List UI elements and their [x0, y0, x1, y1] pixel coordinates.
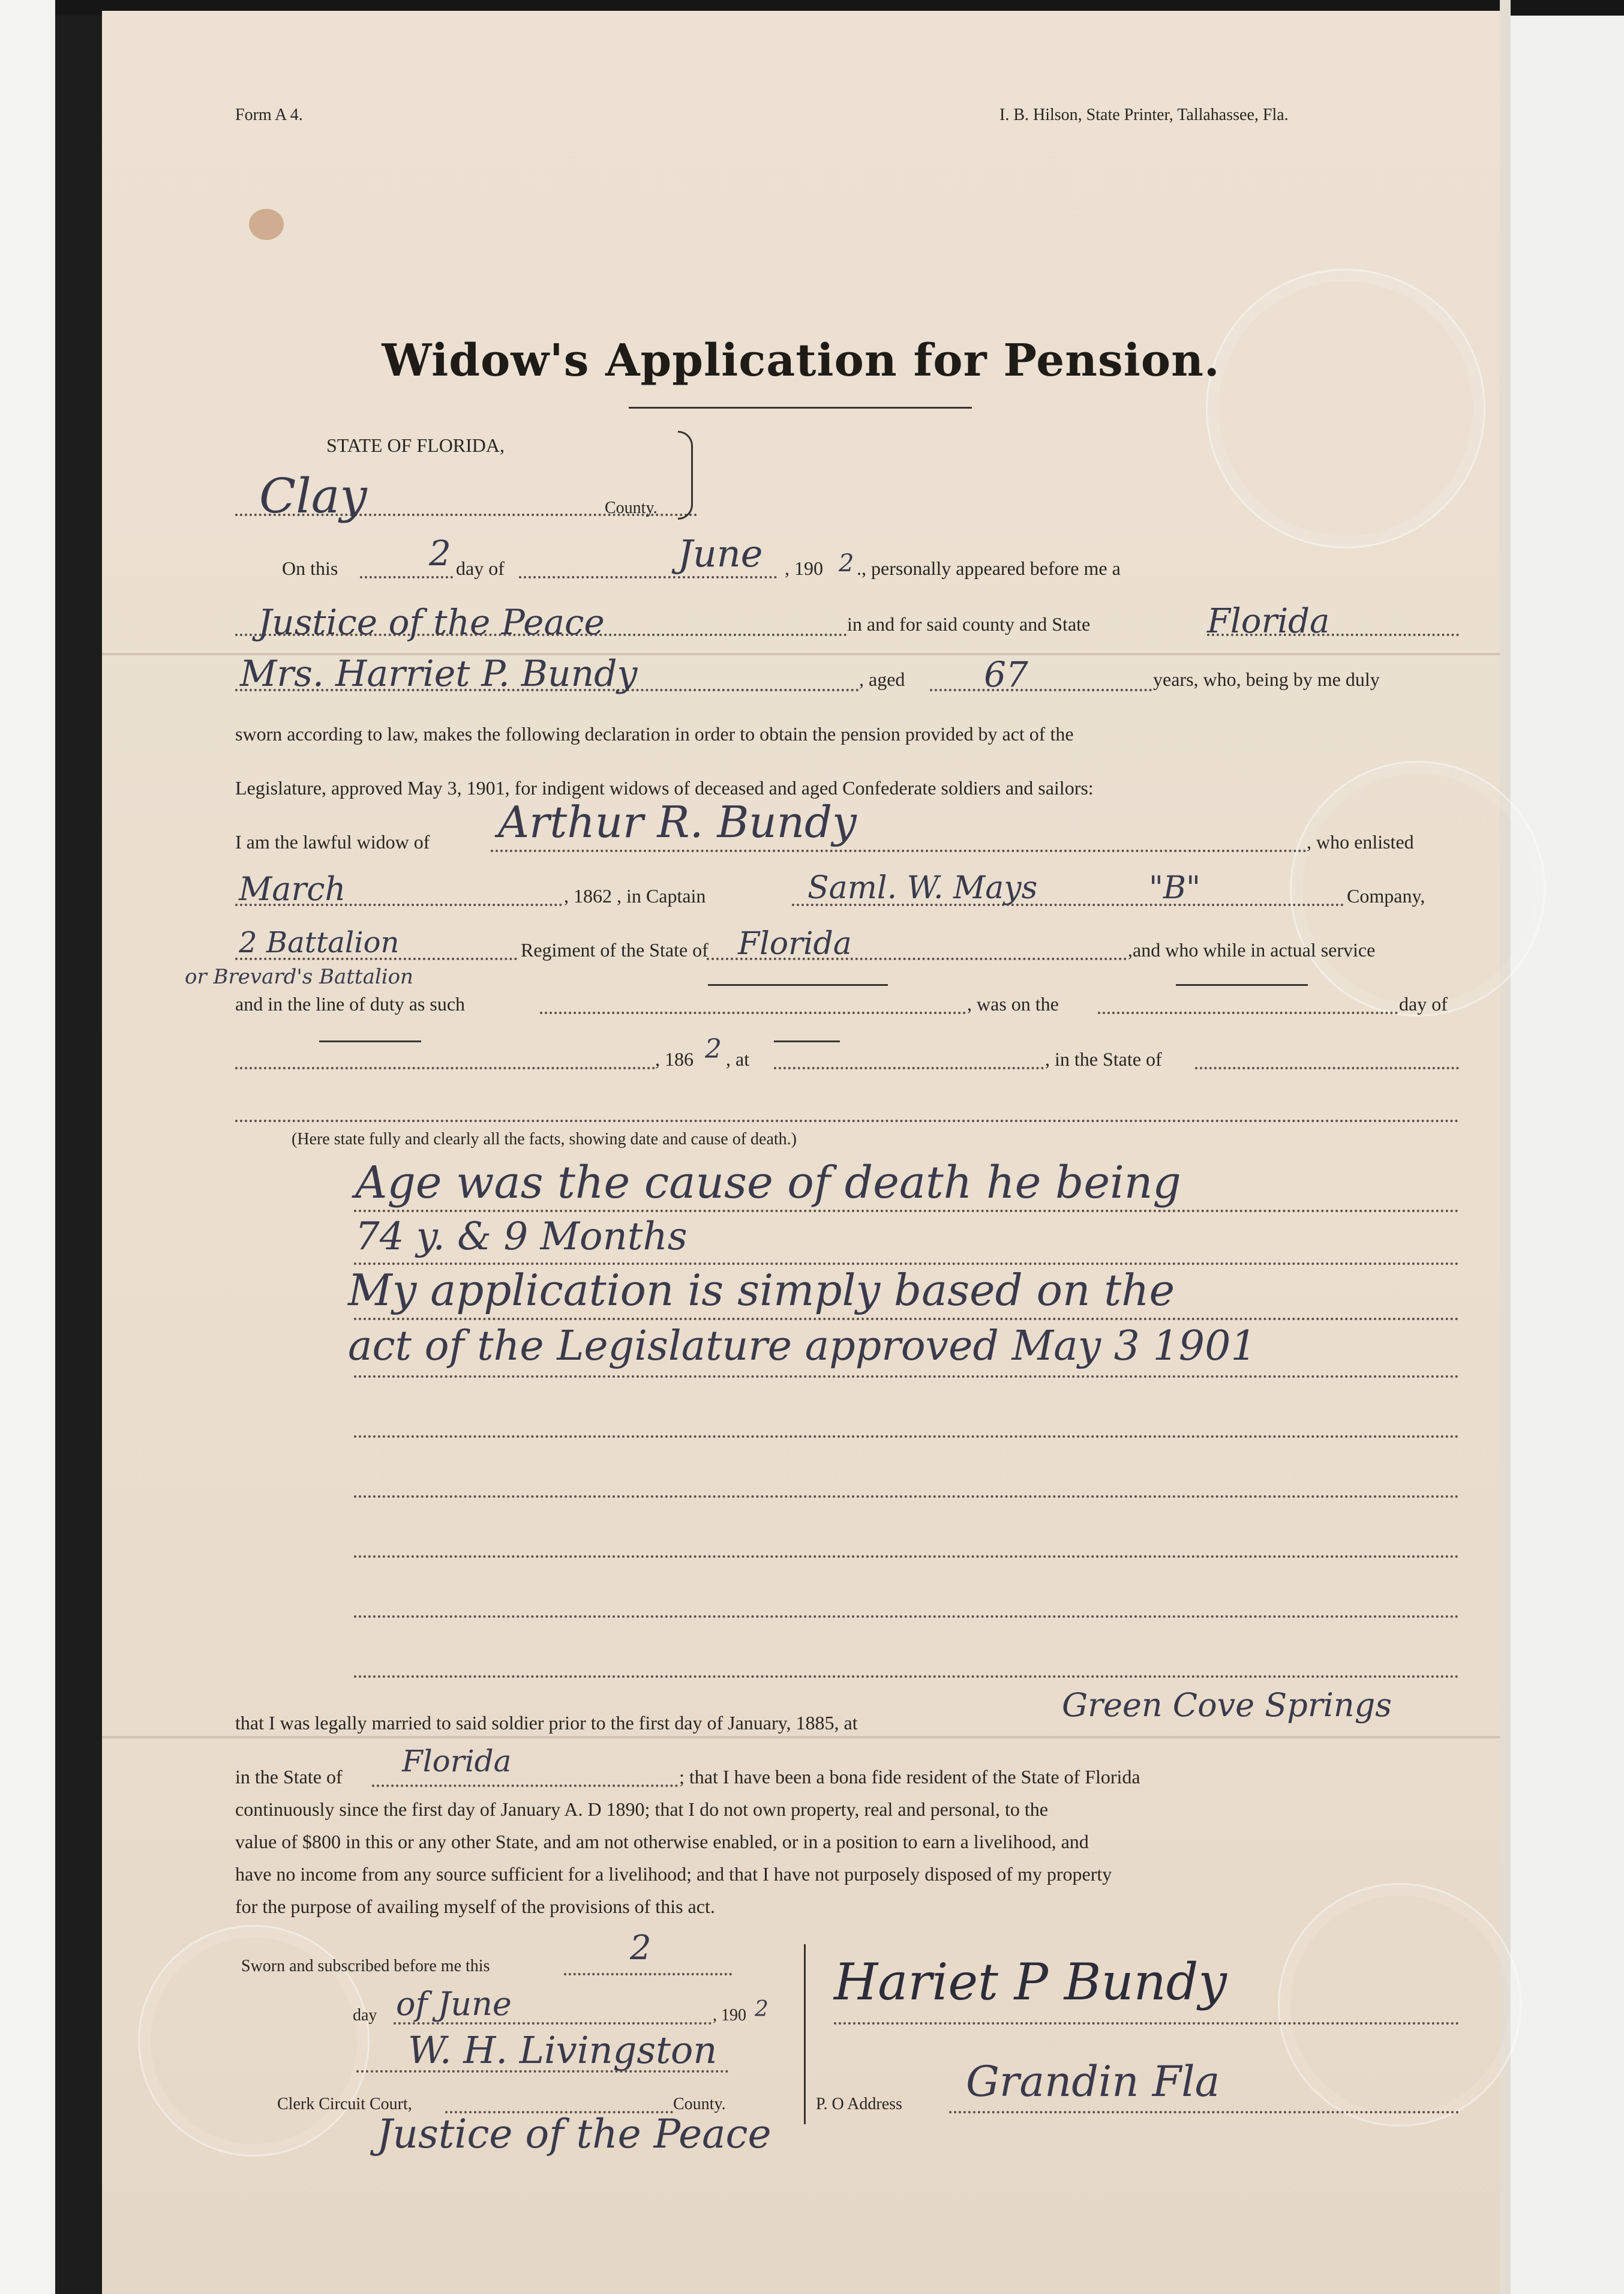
- facts-line: [354, 1495, 1459, 1498]
- strike-mark: [774, 1040, 840, 1042]
- clerk-county-label: County.: [673, 2095, 726, 2113]
- regiment-state-value: Florida: [738, 926, 852, 962]
- background-left: [0, 0, 48, 2294]
- resident-text: ; that I have been a bona fide resident of the State of Florida: [679, 1766, 1140, 1788]
- facts-line: [354, 1435, 1459, 1438]
- facts-line-2: 74 y. & 9 Months: [355, 1215, 688, 1259]
- death-state-line: [1195, 1067, 1459, 1069]
- regiment-note: or Brevard's Battalion: [185, 965, 413, 989]
- day-line: [360, 576, 453, 578]
- oath-year-text: , 190: [713, 2006, 746, 2025]
- facts-line: [354, 1675, 1459, 1678]
- facts-instruction: (Here state fully and clearly all the facts, showing date and cause of death.): [292, 1130, 797, 1149]
- husband-line: [491, 850, 1307, 852]
- printer-credit: I. B. Hilson, State Printer, Tallahassee, Fla.: [999, 106, 1289, 124]
- facts-line-1: Age was the cause of death he being: [355, 1157, 1181, 1209]
- age-line: [930, 689, 1152, 691]
- husband-value: Arthur R. Bundy: [498, 797, 857, 847]
- blank-line: [235, 1120, 1459, 1122]
- facts-line-3: My application is simply based on the: [348, 1265, 1175, 1315]
- years-text: years, who, being by me duly: [1153, 668, 1380, 690]
- widow-of-label: I am the lawful widow of: [235, 831, 430, 853]
- pension-application-form: [102, 11, 1500, 2294]
- state-value: Florida: [1207, 602, 1330, 641]
- while-service-label: ,and who while in actual service: [1128, 939, 1376, 961]
- oath-day-line: [564, 1973, 732, 1975]
- oath-day-label: day: [353, 2006, 377, 2025]
- po-address-label: P. O Address: [816, 2095, 902, 2113]
- paper-stain: [249, 209, 284, 240]
- at-label: , at: [726, 1048, 750, 1070]
- death-place-line: [774, 1067, 1044, 1069]
- page-title: Widow's Application for Pension.: [382, 335, 1220, 386]
- year-186-label: , 186: [655, 1048, 694, 1070]
- facts-line: [354, 1615, 1459, 1618]
- po-address-value: Grandin Fla: [966, 2057, 1220, 2106]
- state-label: STATE OF FLORIDA,: [326, 434, 505, 456]
- oath-day-value: 2: [630, 1929, 652, 1968]
- official-value: Justice of the Peace: [258, 602, 605, 643]
- applicant-signature: Hariet P Bundy: [834, 1953, 1227, 2011]
- appearance-rest: ., personally appeared before me a: [857, 557, 1121, 579]
- death-day-line: [1098, 1012, 1398, 1014]
- who-enlisted-label: , who enlisted: [1307, 831, 1414, 853]
- declaration-line-2: Legislature, approved May 3, 1901, for indigent widows of deceased and aged Confederate soldiers and sailors:: [235, 777, 1094, 799]
- captain-value: Saml. W. Mays: [808, 870, 1038, 906]
- marriage-line-3: value of $800 in this or any other State, and am not otherwise enabled, or in a position to earn a livelihood, and: [235, 1831, 1089, 1852]
- age-value: 67: [984, 654, 1028, 695]
- month-value: June: [678, 532, 763, 575]
- day-value: 2: [429, 533, 451, 574]
- strike-mark: [708, 984, 888, 986]
- facts-line-4: act of the Legislature approved May 3 1901: [348, 1323, 1257, 1370]
- embossed-seal: [1278, 1883, 1521, 2127]
- embossed-seal: [1206, 269, 1485, 548]
- day-of-label: day of: [456, 557, 505, 579]
- was-on-the-label: , was on the: [967, 993, 1059, 1015]
- year-prefix: , 190: [785, 557, 823, 579]
- line-duty-dots: [540, 1012, 966, 1014]
- oath-month-value: of June: [396, 1985, 512, 2023]
- applicant-name-value: Mrs. Harriet P. Bundy: [240, 653, 638, 695]
- declaration-line-1: sworn according to law, makes the following declaration in order to obtain the pension provided by act of the: [235, 723, 1074, 745]
- facts-line: [354, 1375, 1459, 1378]
- year-value: 2: [839, 550, 854, 577]
- company-label: Company,: [1347, 885, 1425, 907]
- marriage-line-5: for the purpose of availing myself of the provisions of this act.: [235, 1896, 715, 1917]
- fold-line: [102, 1736, 1500, 1738]
- oath-divider: [804, 1944, 806, 2124]
- facts-line: [354, 1318, 1459, 1320]
- on-this-label: On this: [282, 557, 338, 579]
- regiment-label: Regiment of the State of: [521, 939, 709, 961]
- facts-line: [354, 1555, 1459, 1558]
- line-duty-label: and in the line of duty as such: [235, 993, 466, 1015]
- county-value: Clay: [259, 468, 367, 524]
- facts-line: [354, 1210, 1459, 1212]
- officer-title: Justice of the Peace: [377, 2111, 772, 2157]
- in-state-of-label: , in the State of: [1045, 1048, 1162, 1070]
- oath-year-value: 2: [755, 1997, 769, 2022]
- officer-signature: W. H. Livingston: [408, 2028, 718, 2072]
- clerk-label: Clerk Circuit Court,: [277, 2095, 412, 2113]
- sworn-text: Sworn and subscribed before me this: [241, 1957, 490, 1975]
- enlist-month-value: March: [239, 870, 346, 908]
- title-underline: [629, 407, 972, 409]
- year-186-value: 2: [705, 1034, 722, 1064]
- death-month-line: [235, 1067, 655, 1069]
- marriage-line-4: have no income from any source sufficient for a livelihood; and that I have not purposely disposed of my property: [235, 1863, 1112, 1885]
- venue-brace: [678, 431, 693, 520]
- regiment-value: 2 Battalion: [239, 926, 400, 959]
- year-1862-label: , 1862 , in Captain: [564, 885, 706, 907]
- marriage-state-line: [372, 1785, 678, 1787]
- marriage-state-value: Florida: [402, 1744, 512, 1779]
- binder-spine: [55, 0, 102, 2294]
- marriage-line-2: continuously since the first day of January A. D 1890; that I do not own property, real and personal, to the: [235, 1798, 1048, 1820]
- company-value: "B": [1149, 870, 1201, 906]
- in-state-of-label-2: in the State of: [235, 1766, 343, 1788]
- form-number: Form A 4.: [235, 106, 303, 124]
- strike-mark: [319, 1040, 421, 1042]
- strike-mark: [1176, 984, 1308, 986]
- day-of-label-2: day of: [1399, 993, 1448, 1015]
- month-line: [519, 576, 777, 578]
- married-text: that I was legally married to said soldier prior to the first day of January, 1885, at: [235, 1712, 858, 1734]
- applicant-sig-line: [834, 2022, 1459, 2025]
- po-address-line: [949, 2111, 1459, 2113]
- county-label: County.: [605, 499, 658, 517]
- aged-label: , aged: [859, 668, 905, 690]
- marriage-place-value: Green Cove Springs: [1062, 1686, 1392, 1724]
- background-right: [1511, 16, 1624, 2294]
- in-and-for-label: in and for said county and State: [847, 613, 1091, 635]
